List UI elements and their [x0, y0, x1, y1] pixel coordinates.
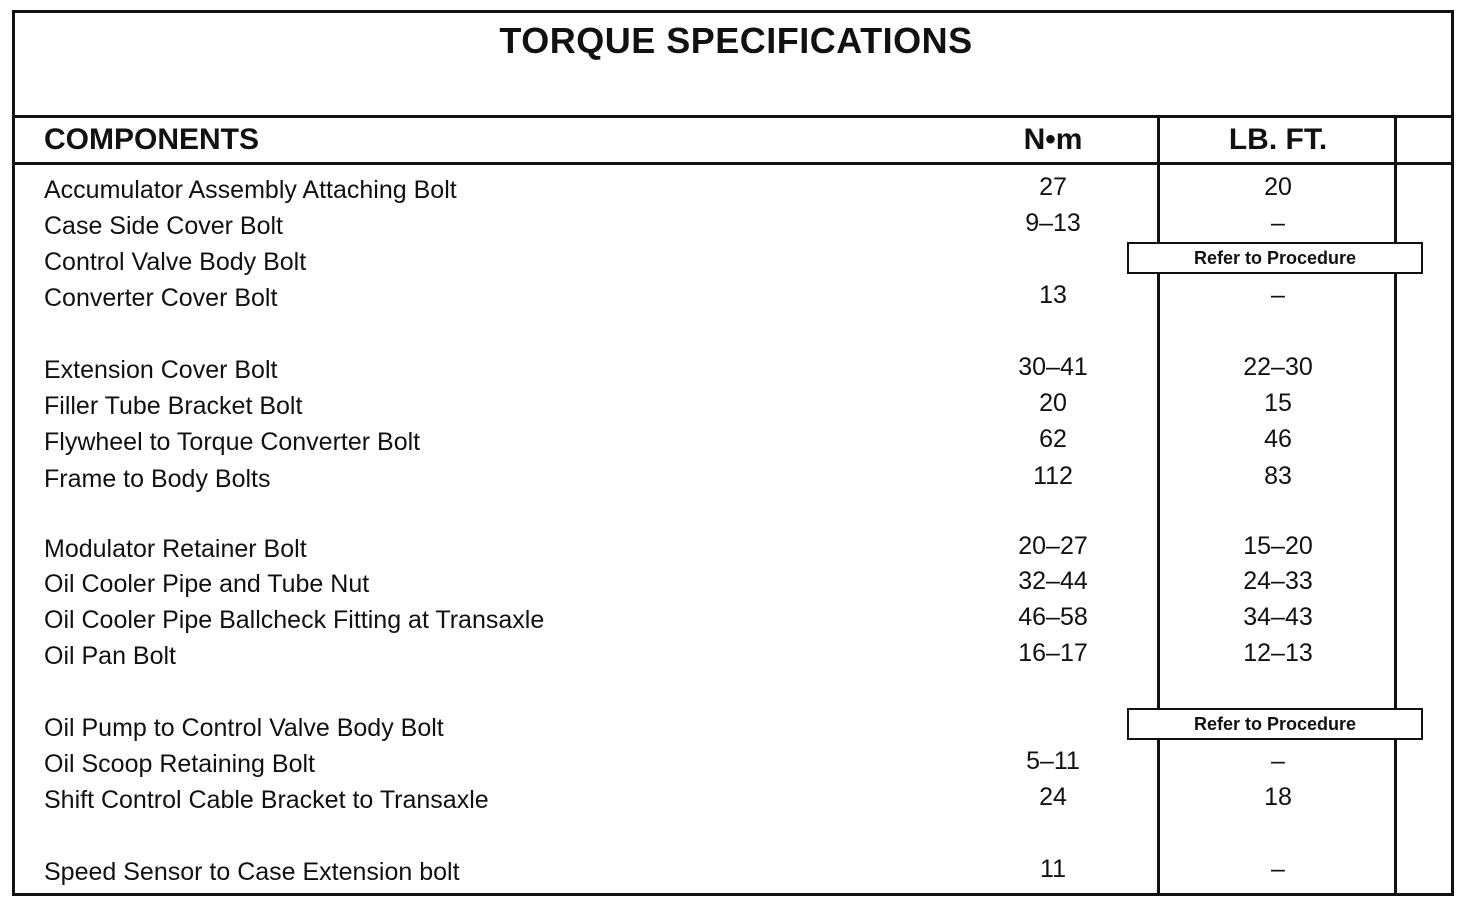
component-name: Control Valve Body Bolt: [44, 248, 307, 276]
nm-value: 20–27: [1018, 532, 1088, 560]
lbft-value: –: [1271, 747, 1285, 775]
header-lbft: LB. FT.: [1228, 123, 1328, 156]
component-name: Speed Sensor to Case Extension bolt: [44, 858, 460, 886]
nm-value: 27: [1039, 173, 1067, 201]
nm-value: 5–11: [1026, 747, 1080, 775]
page-title: TORQUE SPECIFICATIONS: [499, 20, 973, 61]
nm-value: 24: [1039, 783, 1067, 811]
refer-to-procedure-box: Refer to Procedure: [1127, 242, 1423, 274]
lbft-value: 20: [1264, 173, 1292, 201]
nm-value: 32–44: [1018, 567, 1088, 595]
component-name: Oil Cooler Pipe and Tube Nut: [44, 570, 370, 598]
nm-value: 46–58: [1018, 603, 1088, 631]
component-name: Converter Cover Bolt: [44, 284, 278, 312]
component-name: Shift Control Cable Bracket to Transaxle: [44, 786, 489, 814]
nm-value: 20: [1039, 389, 1067, 417]
nm-value: 62: [1039, 425, 1067, 453]
nm-value: 30–41: [1018, 353, 1088, 381]
lbft-value: –: [1271, 855, 1285, 883]
component-name: Frame to Body Bolts: [44, 465, 271, 493]
title-divider: [12, 115, 1454, 118]
header-divider: [12, 162, 1454, 165]
refer-to-procedure-box: Refer to Procedure: [1127, 708, 1423, 740]
lbft-value: –: [1271, 209, 1285, 237]
lbft-value: 34–43: [1243, 603, 1313, 631]
header-components: COMPONENTS: [44, 123, 260, 156]
lbft-value: 22–30: [1243, 353, 1313, 381]
component-name: Oil Pump to Control Valve Body Bolt: [44, 714, 444, 742]
component-name: Extension Cover Bolt: [44, 356, 278, 384]
component-name: Flywheel to Torque Converter Bolt: [44, 428, 421, 456]
lbft-value: –: [1271, 281, 1285, 309]
nm-value: 16–17: [1018, 639, 1088, 667]
lbft-value: 15–20: [1243, 532, 1313, 560]
nm-value: 13: [1039, 281, 1067, 309]
lbft-value: 12–13: [1243, 639, 1313, 667]
component-name: Accumulator Assembly Attaching Bolt: [44, 176, 457, 204]
component-name: Case Side Cover Bolt: [44, 212, 284, 240]
lbft-value: 18: [1264, 783, 1292, 811]
nm-value: 112: [1033, 462, 1073, 490]
component-name: Oil Pan Bolt: [44, 642, 177, 670]
component-name: Oil Scoop Retaining Bolt: [44, 750, 315, 778]
lbft-value: 46: [1264, 425, 1292, 453]
lbft-value: 15: [1264, 389, 1292, 417]
lbft-value: 83: [1264, 462, 1292, 490]
component-name: Modulator Retainer Bolt: [44, 535, 307, 563]
lbft-value: 24–33: [1243, 567, 1313, 595]
nm-value: 9–13: [1025, 209, 1081, 237]
component-name: Oil Cooler Pipe Ballcheck Fitting at Transaxle: [44, 606, 545, 634]
component-name: Filler Tube Bracket Bolt: [44, 392, 303, 420]
nm-value: 11: [1040, 855, 1066, 883]
header-nm: N•m: [1023, 123, 1083, 156]
